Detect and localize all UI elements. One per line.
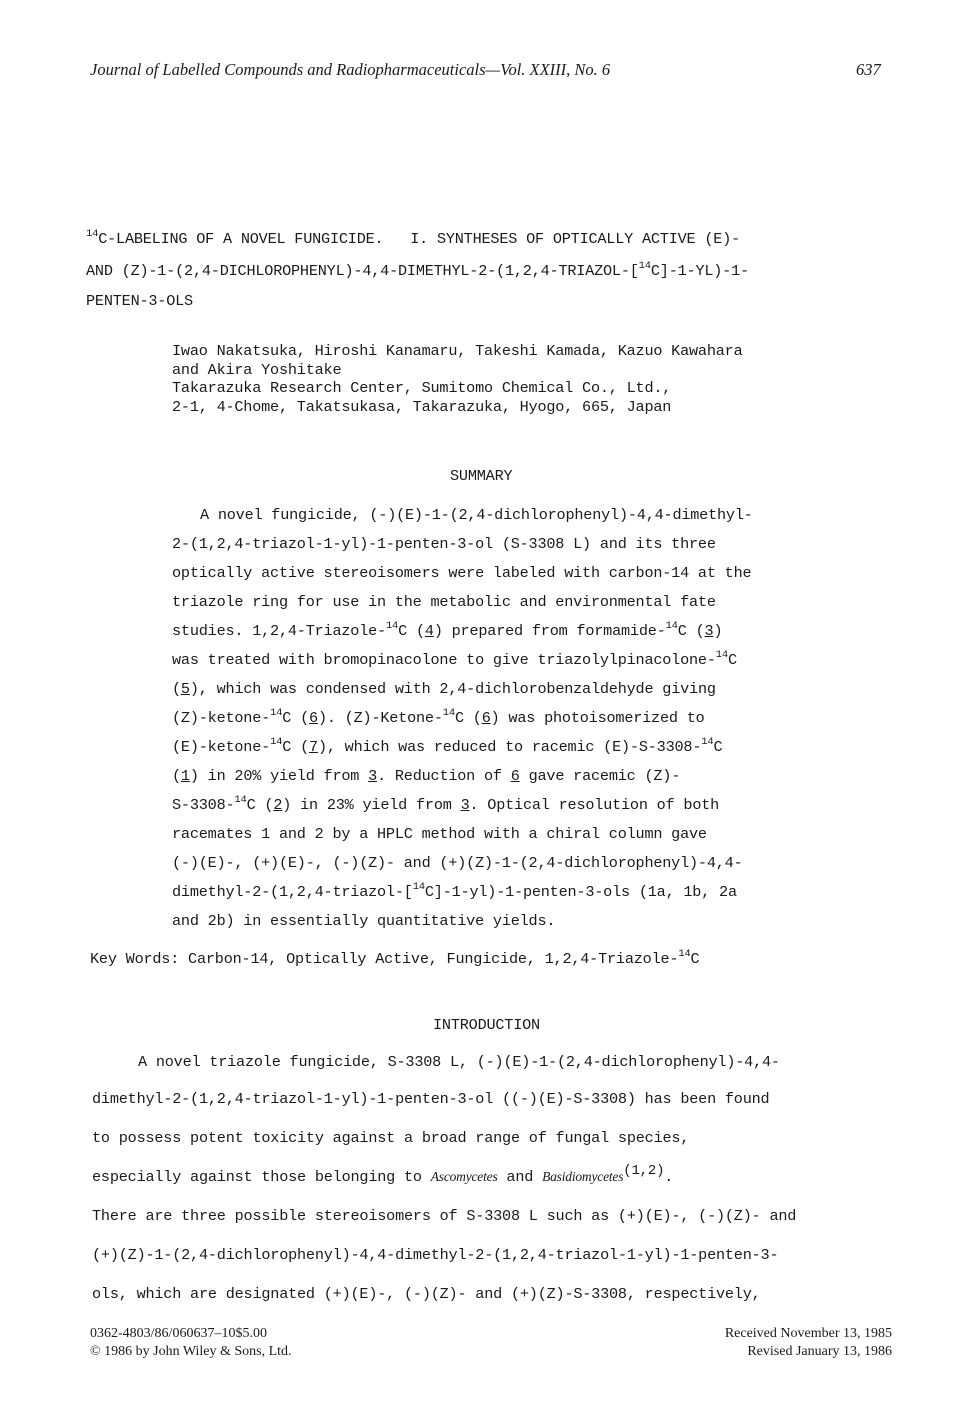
introduction-heading: INTRODUCTION — [433, 1016, 540, 1034]
footer-code: 0362-4803/86/060637–10$5.00 — [90, 1326, 267, 1341]
received-date: Received November 13, 1985 — [724, 1326, 892, 1341]
authors: Iwao Nakatsuka, Hiroshi Kanamaru, Takeshi Kamada, Kazuo Kawahara and Akira Yoshitake Takarazuka Research Center, Sumitomo Chemical Co., Ltd., 2-1, 4-Chome, Takatsukasa, Takarazuka, Hyogo, 665, Japan — [172, 342, 743, 416]
revised-date: Revised January 13, 1986 — [747, 1344, 892, 1359]
summary-heading: SUMMARY — [450, 467, 513, 485]
article-title-line-1: $^{14}$C-LABELING OF A NOVEL FUNGICIDE. I. SYNTHESES OF OPTICALLY ACTIVE (E)- — [86, 228, 741, 248]
article-title-line-3: PENTEN-3-OLS — [86, 292, 193, 310]
journal-header: Journal of Labelled Compounds and Radiopharmaceuticals—Vol. XXIII, No. 6 — [90, 60, 611, 79]
article-title-line-2: AND (Z)-1-(2,4-DICHLOROPHENYL)-4,4-DIMETHYL-2-(1,2,4-TRIAZOL-[$^{14}$C]-1-YL)-1- — [86, 260, 749, 280]
footer-copyright: © 1986 by John Wiley & Sons, Ltd. — [90, 1344, 292, 1359]
key-words: Key Words: Carbon-14, Optically Active, Fungicide, 1,2,4-Triazole-$^{14}$C — [90, 948, 700, 968]
page-number: 637 — [856, 60, 881, 79]
